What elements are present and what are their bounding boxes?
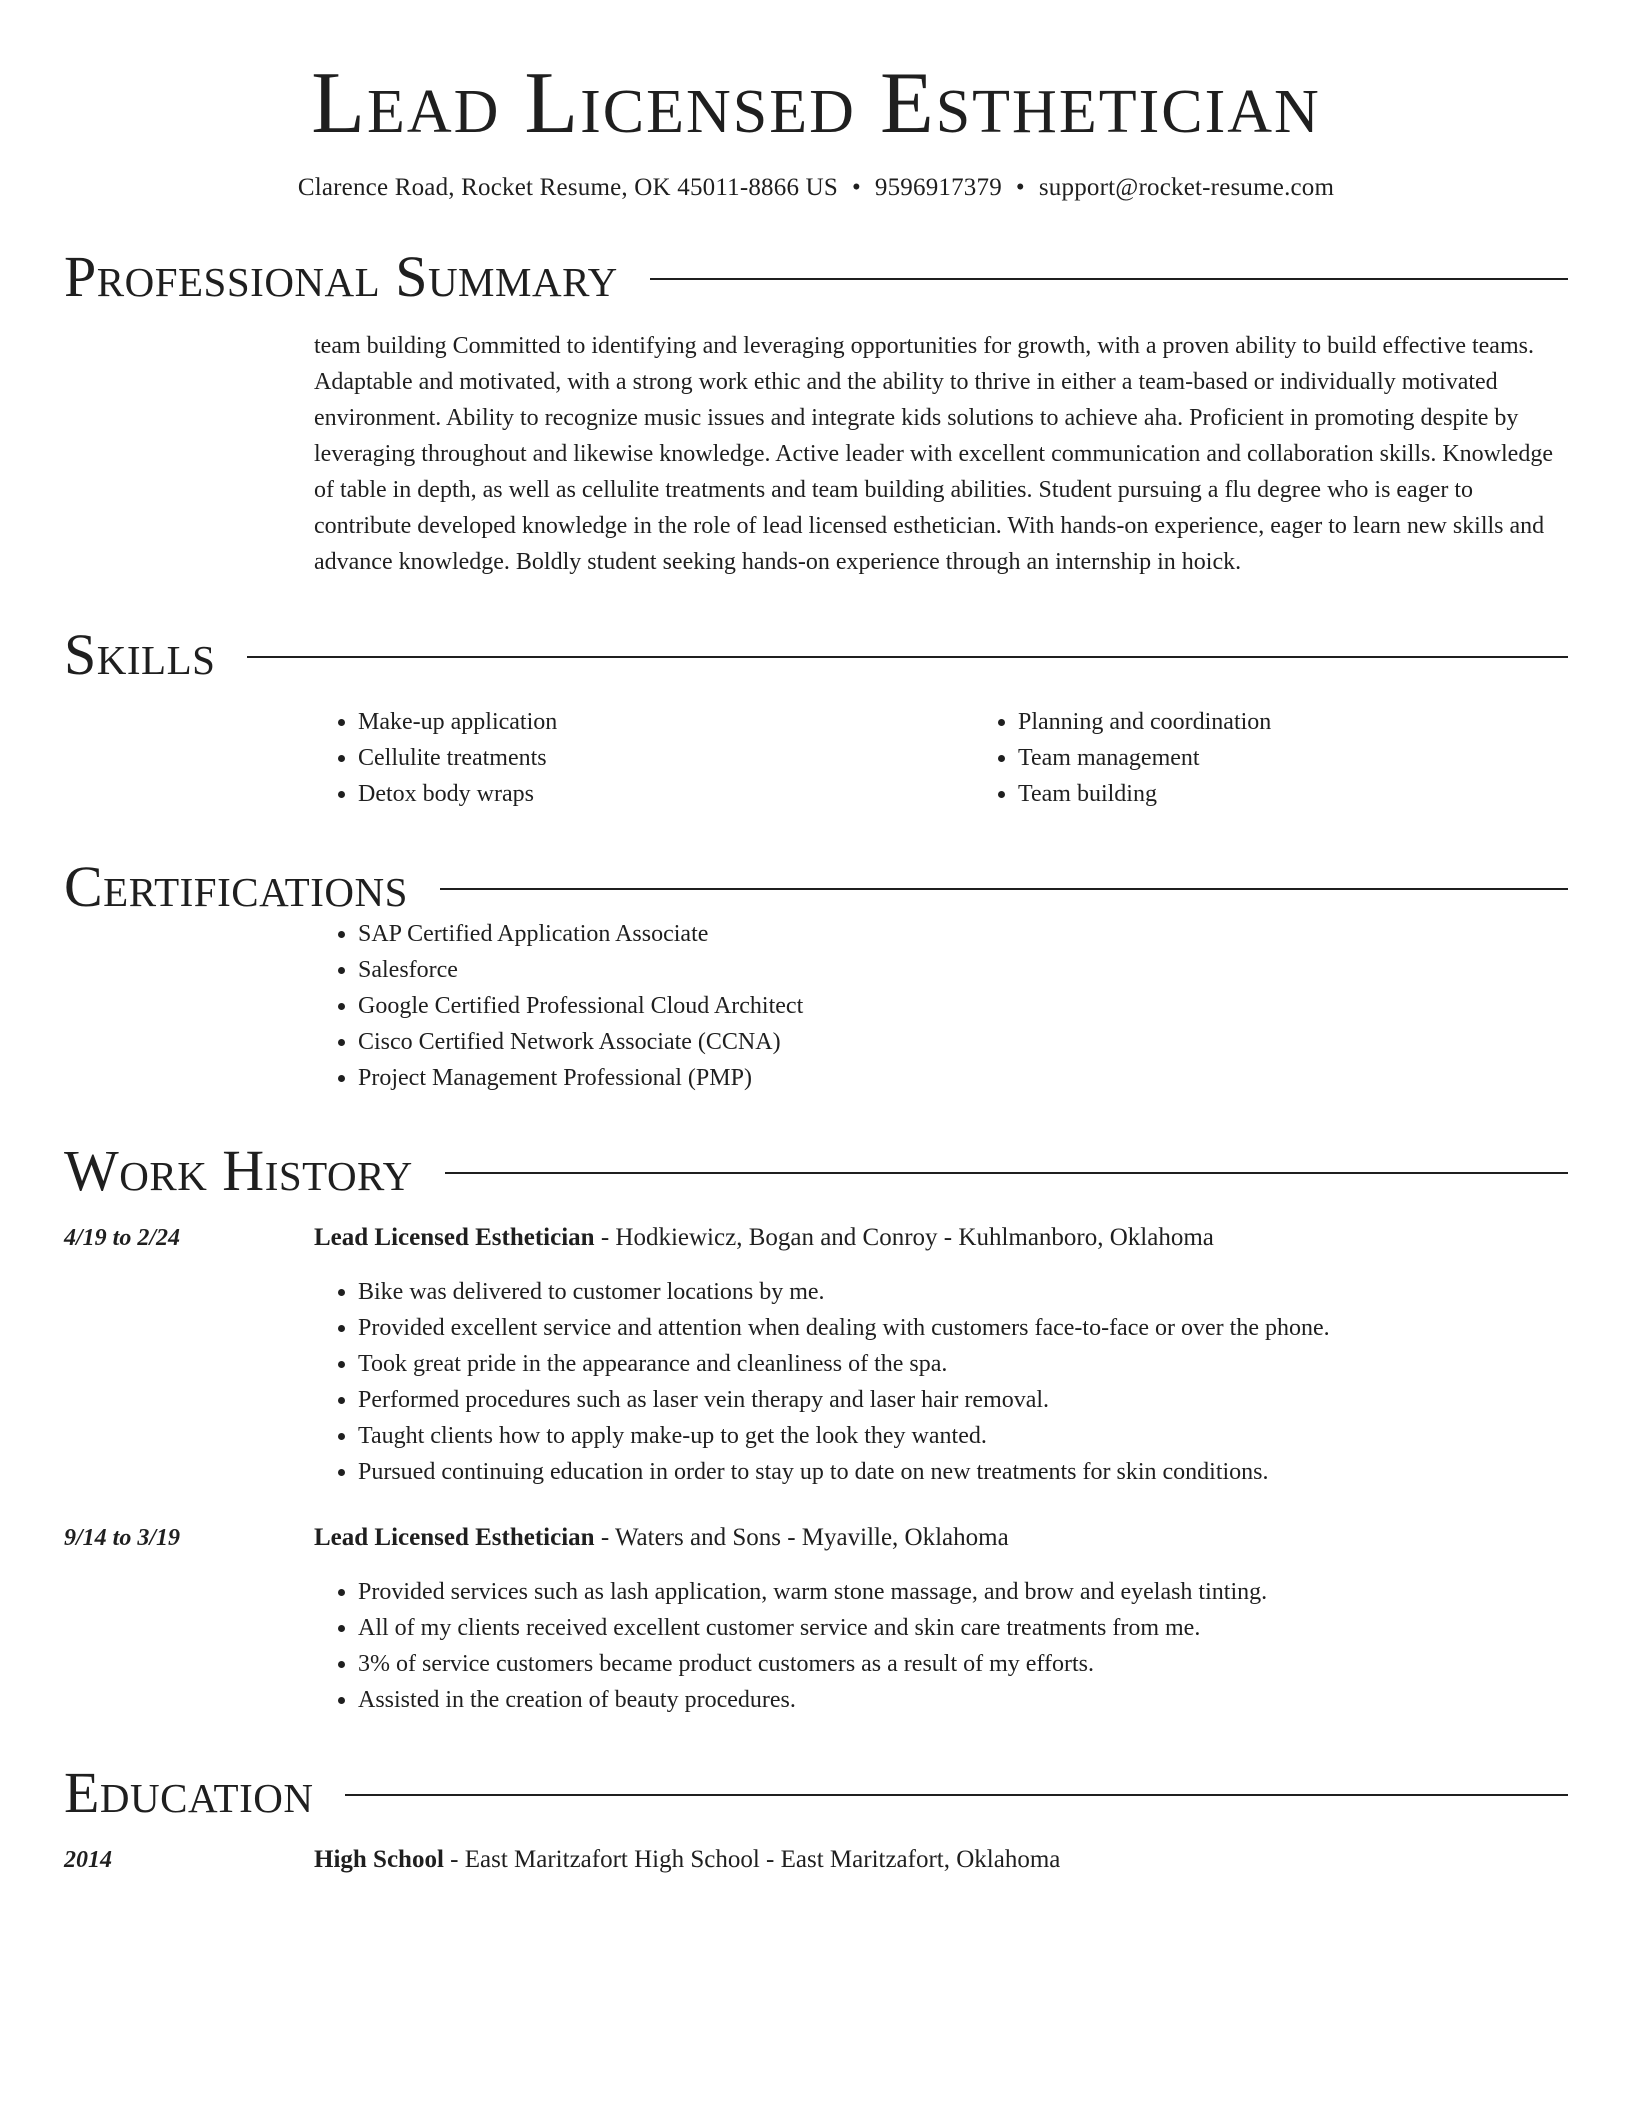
work-bullet: • Taught clients how to apply make-up to get the look they wanted. — [358, 1418, 1568, 1454]
summary-section-header — [64, 244, 1568, 309]
certifications-section-header — [64, 854, 1568, 919]
skill-item: • Planning and coordination — [1018, 704, 1632, 740]
job-role: Lead Licensed Esthetician — [314, 1224, 595, 1251]
skills-list-right — [974, 704, 1632, 812]
work-content — [314, 1220, 1568, 1490]
skill-item: • Team building — [1018, 776, 1632, 812]
contact-separator: • — [851, 174, 861, 201]
summary-heading: Professional Summary — [64, 244, 618, 309]
certification-item: • SAP Certified Application Associate — [358, 916, 1568, 952]
section-divider — [445, 1172, 1568, 1174]
contact-separator: • — [1015, 174, 1025, 201]
education-section-header — [64, 1760, 1568, 1825]
certifications-heading: Certifications — [64, 854, 408, 919]
education-heading: Education — [64, 1760, 314, 1825]
education-school: - East Maritzafort High School - East Maritzafort, Oklahoma — [443, 1846, 1061, 1873]
certification-item: • Cisco Certified Network Associate (CCNA) — [358, 1024, 1568, 1060]
certification-item: • Google Certified Professional Cloud Architect — [358, 988, 1568, 1024]
certification-item: • Project Management Professional (PMP) — [358, 1060, 1568, 1096]
job-employer: - Hodkiewicz, Bogan and Conroy - Kuhlmanboro, Oklahoma — [594, 1224, 1214, 1251]
work-heading: Work History — [64, 1138, 413, 1203]
job-role: Lead Licensed Esthetician — [314, 1524, 595, 1551]
section-divider — [440, 888, 1568, 890]
work-bullet: • Bike was delivered to customer locations by me. — [358, 1274, 1568, 1310]
work-bullet: • All of my clients received excellent customer service and skin care treatments from me. — [358, 1610, 1568, 1646]
education-degree: High School — [314, 1846, 444, 1873]
skills-list-left — [314, 704, 974, 812]
section-divider — [650, 278, 1568, 280]
skills-heading: Skills — [64, 622, 216, 687]
education-entry — [64, 1842, 1568, 1878]
skill-item: • Team management — [1018, 740, 1632, 776]
job-employer: - Waters and Sons - Myaville, Oklahoma — [594, 1524, 1009, 1551]
summary-section — [314, 328, 1568, 580]
education-year: 2014 — [64, 1847, 112, 1873]
work-bullet: • Provided excellent service and attention when dealing with customers face-to-face or over the phone. — [358, 1310, 1568, 1346]
section-divider — [345, 1794, 1568, 1796]
contact-email: support@rocket-resume.com — [1038, 174, 1335, 201]
resume-name: Lead Licensed Esthetician — [311, 55, 1321, 152]
work-bullets — [314, 1574, 1568, 1718]
summary-text: team building Committed to identifying and leveraging opportunities for growth, with a proven ability to build effective teams. Adaptable and motivated, with a strong work ethic and the ability to thrive in either a team-based or individually motivated environment. Ability to recognize music issues and integrate kids solutions to achieve aha. Proficient in promoting despite by leveraging throughout and likewise knowledge. Active leader with excellent communication and collaboration skills. Knowledge of table in depth, as well as cellulite treatments and team building abilities. Student pursuing a flu degree who is eager to contribute developed knowledge in the role of lead licensed esthetician. With hands-on experience, eager to learn new skills and advance knowledge. Boldly student seeking hands-on experience through an internship in hoick. — [314, 333, 1553, 575]
work-bullet: • Performed procedures such as laser vein therapy and laser hair removal. — [358, 1382, 1568, 1418]
contact-line — [64, 174, 1568, 202]
contact-address: Clarence Road, Rocket Resume, OK 45011-8866 US — [297, 174, 838, 201]
work-content — [314, 1520, 1568, 1718]
work-bullet: • 3% of service customers became product customers as a result of my efforts. — [358, 1646, 1568, 1682]
skills-section-header — [64, 622, 1568, 687]
certifications-section — [314, 916, 1568, 1096]
section-divider — [247, 656, 1568, 658]
skill-item: • Cellulite treatments — [358, 740, 974, 776]
work-entry — [64, 1220, 1568, 1490]
certification-item: • Salesforce — [358, 952, 1568, 988]
work-bullets — [314, 1274, 1568, 1490]
work-entry — [64, 1520, 1568, 1718]
work-section-header — [64, 1138, 1568, 1203]
work-bullet: • Pursued continuing education in order to stay up to date on new treatments for skin conditions. — [358, 1454, 1568, 1490]
education-title-line — [314, 1842, 1568, 1878]
work-bullet: • Provided services such as lash application, warm stone massage, and brow and eyelash tinting. — [358, 1574, 1568, 1610]
skill-item: • Detox body wraps — [358, 776, 974, 812]
work-bullet: • Took great pride in the appearance and cleanliness of the spa. — [358, 1346, 1568, 1382]
education-content — [314, 1842, 1568, 1878]
work-title-line — [314, 1220, 1568, 1256]
certifications-list — [314, 916, 1568, 1096]
skill-item: • Make-up application — [358, 704, 974, 740]
work-bullet: • Assisted in the creation of beauty procedures. — [358, 1682, 1568, 1718]
work-title-line — [314, 1520, 1568, 1556]
contact-phone: 9596917379 — [874, 174, 1002, 201]
work-dates: 9/14 to 3/19 — [64, 1525, 181, 1551]
work-dates: 4/19 to 2/24 — [64, 1225, 181, 1251]
skills-section — [314, 704, 1568, 812]
